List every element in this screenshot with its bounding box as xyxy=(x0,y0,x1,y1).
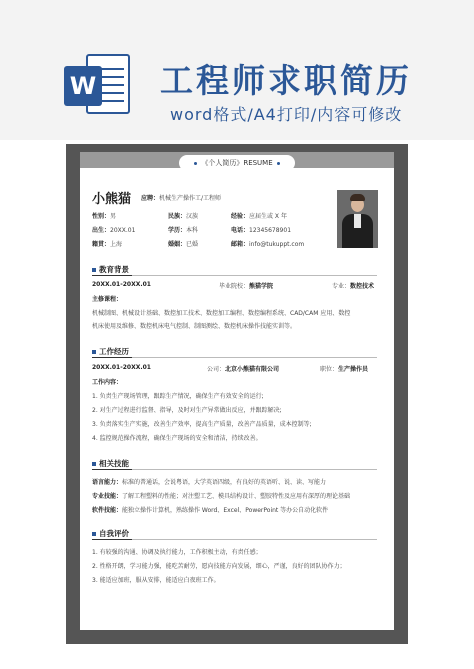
apply-line xyxy=(141,193,221,202)
candidate-name: 小熊猫 xyxy=(92,192,132,207)
section-divider xyxy=(92,357,377,358)
section-skills-title: 相关技能 xyxy=(92,458,129,469)
skill-professional: 专业技能：了解工程塑料的性能；对注塑工艺、模具结构设计、塑胶特性及应用有深厚的理论基础 xyxy=(92,493,351,500)
resume-banner-text: 《个人简历》RESUME xyxy=(201,159,273,167)
edu-school: 毕业院校：熊猫学院 xyxy=(219,283,274,290)
page-subtitle: word格式/A4打印/内容可修改 xyxy=(170,105,403,124)
section-divider-accent xyxy=(92,539,132,540)
work-item: 1. 负责生产现场管理，跟踪生产情况，确保生产有效安全的运行; xyxy=(92,393,264,400)
apply-label: 应聘： xyxy=(141,195,160,202)
section-work-title: 工作经历 xyxy=(92,346,129,357)
work-position: 职位：生产操作员 xyxy=(320,366,369,373)
section-divider xyxy=(92,539,377,540)
skill-software: 软件技能：能独立操作计算机，熟练操作 Word、Excel、PowerPoint 等办公自动化软件 xyxy=(92,507,329,514)
info-email: 邮箱：info@tukuppt.com xyxy=(231,241,305,248)
info-education: 学历：本科 xyxy=(168,227,199,234)
work-content-label: 工作内容： xyxy=(92,379,123,386)
info-phone: 电话：12345678901 xyxy=(231,227,292,234)
work-item: 2. 对生产过程进行监督、指导，及时对生产异常做出反应，并跟踪解决; xyxy=(92,407,282,414)
edu-courses-line-2: 机床使用及维修、数控机床电气控制、制图测绘、数控机床操作技能实训等。 xyxy=(92,323,297,330)
section-divider-accent xyxy=(92,357,132,358)
word-document-icon xyxy=(64,48,136,120)
page-title: 工程师求职简历 xyxy=(160,61,412,100)
self-item: 2. 性格开朗，学习能力强，能吃苦耐劳，愿向技能方向发展，细心，严谨，良好的团队协作力； xyxy=(92,563,346,570)
info-ethnicity: 民族：汉族 xyxy=(168,213,199,220)
section-square-icon xyxy=(92,462,96,466)
work-item: 3. 负责落实生产实施，改善生产效率，提高生产质量，改善产品质量，成本控制等; xyxy=(92,421,312,428)
section-education-title: 教育背景 xyxy=(92,264,129,275)
section-divider-accent xyxy=(92,275,132,276)
section-square-icon xyxy=(92,532,96,536)
section-divider-accent xyxy=(92,469,132,470)
self-item: 1. 有较强的沟通、协调及执行能力，工作积极主动，有责任感； xyxy=(92,549,262,556)
section-divider xyxy=(92,469,377,470)
resume-banner xyxy=(179,155,295,171)
edu-major: 专业：数控技术 xyxy=(332,283,375,290)
info-birth: 出生：20XX.01 xyxy=(92,227,136,234)
section-self-title: 自我评价 xyxy=(92,528,129,539)
edu-courses-line-1: 机械制图、机械设计基础、数控加工技术、数控加工编程、数控编程系统、CAD/CAM 应用、数控 xyxy=(92,310,351,317)
self-item: 3. 能适应加班，服从安排，能适应白夜班工作。 xyxy=(92,577,220,584)
work-period: 20XX.01-20XX.01 xyxy=(92,364,151,371)
skill-language: 语言能力：标准的普通话，会说粤语，大学英语四级，有良好的英语听、说、读、写能力 xyxy=(92,479,327,486)
apply-value: 机械生产操作工/工程师 xyxy=(159,195,222,202)
edu-period: 20XX.01-20XX.01 xyxy=(92,281,151,288)
edu-courses-label: 主修课程： xyxy=(92,296,123,303)
section-square-icon xyxy=(92,350,96,354)
work-item: 4. 监控规范操作流程，确保生产现场的安全和清洁，持续改善。 xyxy=(92,435,262,442)
word-badge: W xyxy=(64,66,102,106)
candidate-photo xyxy=(337,190,378,248)
info-experience: 经验：应届生或 X 年 xyxy=(231,213,287,220)
work-company: 公司：北京小熊猫有限公司 xyxy=(207,366,280,373)
section-square-icon xyxy=(92,268,96,272)
info-home: 籍贯：上海 xyxy=(92,241,123,248)
page-header xyxy=(0,0,474,140)
info-gender: 性别：男 xyxy=(92,213,117,220)
info-marital: 婚姻：已婚 xyxy=(168,241,199,248)
section-divider xyxy=(92,275,377,276)
